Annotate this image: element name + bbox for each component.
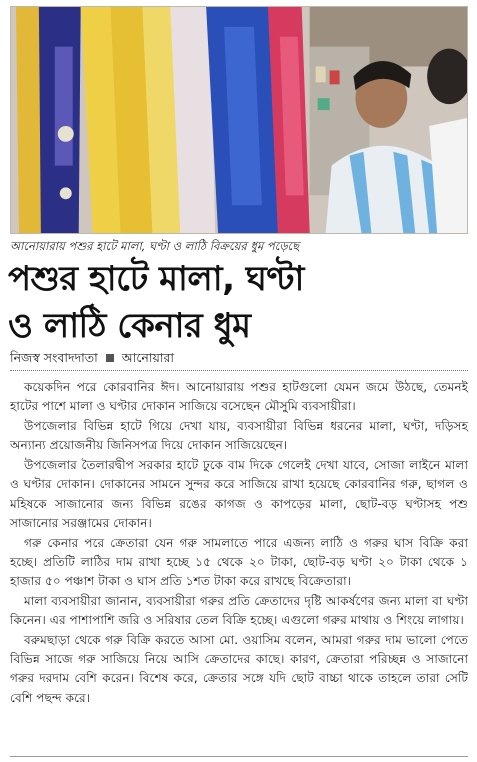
byline-location: আনোয়ারা xyxy=(121,350,174,365)
news-photo xyxy=(10,6,468,234)
headline-line-1: পশুর হাটে মালা, ঘণ্টা xyxy=(8,259,304,299)
headline-line-2: ও লাঠি কেনার ধুম xyxy=(8,306,251,346)
byline xyxy=(10,350,470,370)
paragraph: মালা ব্যবসায়ীরা জানান, ব্যবসায়ীরা গরুর প্রতি ক্রেতাদের দৃষ্টি আকর্ষণের জন্য মালা বা ঘণ্টা কিনেন। এর পাশাপাশি জরি ও সরিষার তেল বিক্রি হচ্ছে। এগুলো গরুর মাথায় ও শিংয়ে লাগায়। xyxy=(10,594,468,628)
garland-stall-photo xyxy=(11,7,467,233)
paragraph: উপজেলার বিভিন্ন হাটে গিয়ে দেখা যায়, ব্যবসায়ীরা বিভিন্ন ধরনের মালা, ঘণ্টা, দড়িসহ অন্যান্য প্রয়োজনীয় জিনিসপত্র দিয়ে দোকান সাজিয়েছেন। xyxy=(10,419,468,453)
article-body xyxy=(10,378,468,709)
separator-square-icon xyxy=(106,354,114,362)
headline xyxy=(8,256,470,350)
byline-reporter: নিজস্ব সংবাদদাতা xyxy=(10,350,98,365)
photo-caption: আনোয়ারায় পশুর হাটে মালা, ঘণ্টা ও লাঠি বিক্রয়ের ধুম পড়েছে xyxy=(10,239,300,253)
paragraph: উপজেলার তৈলারদ্বীপ সরকার হাটে ঢুকে বাম দিকে গেলেই দেখা যাবে, সোজা লাইনে মালা ও ঘণ্টার দোকান। দোকানের সামনে সুন্দর করে সাজিয়ে রাখা হয়েছে কোরবানির গরু, ছাগল ও মহিষকে সাজানোর জন্য বিভিন্ন রঙের কাগজ ও কাপড়ের মালা, ছোট-বড় ঘণ্টাসহ পশু সাজানোর সরঞ্জামের দোকান। xyxy=(10,458,468,530)
paragraph: গরু কেনার পরে ক্রেতারা যেন গরু সামলাতে পারে এজন্য লাঠি ও গরুর ঘাস বিক্রি করা হচ্ছে। প্রতিটি লাঠির দাম রাখা হচ্ছে ১৫ থেকে ২০ টাকা, ছোট-বড় ঘণ্টা ২০ টাকা থেকে ১ হাজার ৫০ পঞ্চাশ টাকা ও ঘাস প্রতি ১শত টাকা করে রাখছে বিক্রেতারা। xyxy=(10,535,468,588)
bottom-divider xyxy=(10,756,468,757)
paragraph: কয়েকদিন পরে কোরবানির ঈদ। আনোয়ারায় পশুর হাটগুলো যেমন জমে উঠছে, তেমনই হাটের পাশে মালা ও ঘণ্টার দোকান সাজিয়ে বসেছেন মৌসুমি ব্যবসায়ীরা। xyxy=(10,380,468,414)
dotted-divider xyxy=(10,370,468,373)
paragraph: বরুমছাড়া থেকে গরু বিক্রি করতে আসা মো. ওয়াসিম বলেন, আমরা গরুর দাম ভালো পেতে বিভিন্ন সাজে গরু সাজিয়ে নিয়ে আসি ক্রেতাদের কাছে। কারণ, ক্রেতারা পরিচ্ছন্ন ও সাজানো গরুর দরদাম বেশি করেন। বিশেষ করে, ক্রেতার সঙ্গে যদি ছোট বাচ্চা থাকে তাহলে তারা সেটি বেশি পছন্দ করে। xyxy=(10,633,468,705)
